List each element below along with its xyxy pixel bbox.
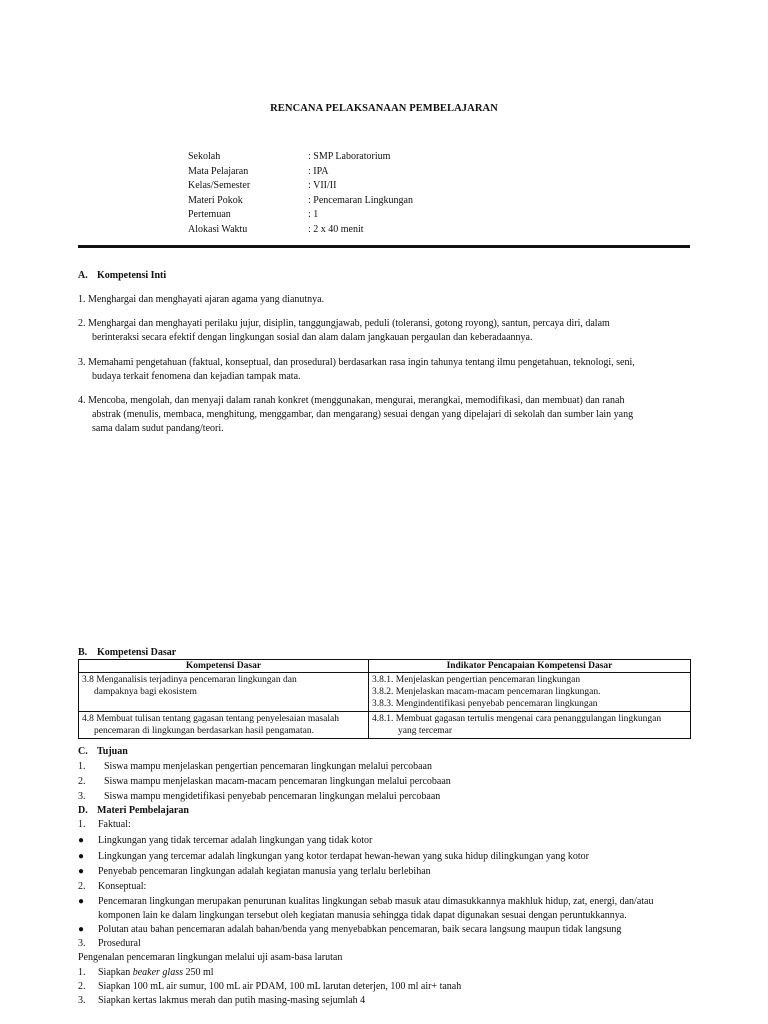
bullet-icon: ● xyxy=(78,851,85,862)
identity-value: : VII/II xyxy=(308,180,337,192)
item-text: Polutan atau bahan pencemaran adalah bahan/benda yang menyebabkan pencemaran, baik secara langsung maupun tidak langsung xyxy=(98,924,622,935)
cell-line: pencemaran di lingkungan berdasarkan hasil pengamatan. xyxy=(94,726,314,736)
table-header-row xyxy=(79,660,691,673)
section-a-heading xyxy=(78,269,166,283)
section-letter: C. xyxy=(78,746,88,757)
item-number: 2. xyxy=(78,776,86,787)
ki-text: 4. Mencoba, mengolah, dan menyaji dalam ranah konkret (menggunakan, mengurai, merangkai, memodifikasi, dan membuat) dan ranah xyxy=(78,395,625,406)
materi-subheading xyxy=(78,818,690,832)
identity-value: : Pencemaran Lingkungan xyxy=(308,194,413,206)
table-row xyxy=(79,673,691,712)
ki-item-3 xyxy=(78,356,690,384)
item-text: Faktual: xyxy=(98,819,131,830)
identity-row xyxy=(188,223,448,238)
item-text: Siswa mampu mengidetifikasi penyebab pencemaran lingkungan melalui percobaan xyxy=(104,791,441,802)
identity-row xyxy=(188,150,448,165)
identity-row xyxy=(188,179,448,194)
ki-item-1 xyxy=(78,293,690,307)
ki-item-4 xyxy=(78,394,690,436)
item-number: 3. xyxy=(78,791,86,802)
bullet-icon: ● xyxy=(78,896,85,907)
section-letter: B. xyxy=(78,647,88,658)
identity-value: : SMP Laboratorium xyxy=(308,151,391,162)
kd-table xyxy=(78,659,691,739)
cell-line: dampaknya bagi ekosistem xyxy=(94,687,197,697)
item-number: 1. xyxy=(78,967,86,978)
ki-text-cont: berinteraksi secara efektif dengan lingkungan sosial dan alam dalam jangkauan pergaulan dan keberadaannya. xyxy=(92,332,533,343)
bullet-icon: ● xyxy=(78,866,85,877)
materi-subheading xyxy=(78,880,690,894)
ki-text-cont: sama dalam sudut pandang/teori. xyxy=(92,423,224,434)
cell-line: 3.8.3. Mengindentifikasi penyebab pencemaran lingkungan xyxy=(372,699,598,709)
tujuan-item xyxy=(78,790,690,804)
table-cell xyxy=(369,673,691,712)
bullet-icon: ● xyxy=(78,924,85,935)
bullet-item xyxy=(78,895,690,923)
item-number: 3. xyxy=(78,995,86,1006)
item-text: Lingkungan yang tercemar adalah lingkungan yang kotor terdapat hewan-hewan yang suka hidup dilingkungan yang kotor xyxy=(98,851,589,862)
item-text: Siapkan kertas lakmus merah dan putih masing-masing sejumlah 4 xyxy=(98,995,366,1006)
item-text: Prosedural xyxy=(98,938,141,949)
bullet-item xyxy=(78,850,690,864)
cell-line: 3.8.1. Menjelaskan pengertian pencemaran lingkungan xyxy=(372,675,581,685)
ki-text: 3. Memahami pengetahuan (faktual, konseptual, dan prosedural) berdasarkan rasa ingin tahunya tentang ilmu pengetahuan, teknologi, seni, xyxy=(78,357,635,368)
item-text: Penyebab pencemaran lingkungan adalah kegiatan manusia yang terlalu berlebihan xyxy=(98,866,431,877)
section-b-heading xyxy=(78,646,176,660)
identity-row xyxy=(188,208,448,223)
cell-line: 4.8.1. Membuat gagasan tertulis mengenai cara penanggulangan lingkungan xyxy=(372,714,662,724)
item-text-italic: beaker glass xyxy=(132,967,183,978)
cell-line: 3.8 Menganalisis terjadinya pencemaran lingkungan dan xyxy=(82,675,297,685)
item-number: 1. xyxy=(78,761,86,772)
item-number: 2. xyxy=(78,881,86,892)
identity-label: Sekolah xyxy=(188,151,221,162)
section-title: Kompetensi Dasar xyxy=(97,647,177,658)
identity-value: : IPA xyxy=(308,165,329,177)
bullet-item xyxy=(78,923,690,937)
table-cell xyxy=(369,712,691,739)
horizontal-rule xyxy=(78,245,690,248)
identity-label: Pertemuan xyxy=(188,209,231,221)
ki-text-cont: budaya terkait fenomena dan kejadian tampak mata. xyxy=(92,371,301,382)
section-letter: D. xyxy=(78,805,88,816)
identity-block xyxy=(188,150,448,238)
item-text: Siapkan 100 mL air sumur, 100 mL air PDAM, 100 mL larutan deterjen, 100 ml air+ tanah xyxy=(98,981,462,992)
item-text: Konseptual: xyxy=(98,881,147,892)
identity-label: Materi Pokok xyxy=(188,194,243,206)
identity-label: Alokasi Waktu xyxy=(188,223,248,235)
cell-line: 3.8.2. Menjelaskan macam-macam pencemaran lingkungan. xyxy=(372,687,601,697)
ki-text: 2. Menghargai dan menghayati perilaku jujur, disiplin, tanggungjawab, peduli (toleransi, gotong royong), santun, percaya diri, dalam xyxy=(78,318,610,329)
item-text: Siswa mampu menjelaskan pengertian pencemaran lingkungan melalui percobaan xyxy=(104,761,432,772)
item-text: 250 ml xyxy=(183,967,214,978)
section-d-heading xyxy=(78,804,189,818)
ki-text-cont: abstrak (menulis, membaca, menghitung, menggambar, dan mengarang) sesuai dengan yang dipelajari di sekolah dan sumber lain yang xyxy=(92,409,634,420)
item-text: Pencemaran lingkungan merupakan penurunan kualitas lingkungan sebab masuk atau dimasukkannya makhluk hidup, zat, energi, dan/atau xyxy=(98,896,654,907)
table-cell xyxy=(79,712,369,739)
identity-label: Kelas/Semester xyxy=(188,180,251,192)
table-row xyxy=(79,712,691,739)
ki-text: 1. Menghargai dan menghayati ajaran agama yang dianutnya. xyxy=(78,294,325,305)
identity-row xyxy=(188,165,448,180)
item-number: 1. xyxy=(78,819,86,830)
identity-value: : 2 x 40 menit xyxy=(308,223,364,235)
item-number: 3. xyxy=(78,938,86,949)
prosedural-intro: Pengenalan pencemaran lingkungan melalui uji asam-basa larutan xyxy=(78,952,343,963)
section-letter: A. xyxy=(78,270,88,281)
item-text-cont: komponen lain ke dalam lingkungan tersebut oleh kegiatan manusia sehingga tidak dapat digunakan sesuai dengan peruntukkannya. xyxy=(98,910,627,921)
procedure-step xyxy=(78,980,690,994)
identity-label: Mata Pelajaran xyxy=(188,165,249,177)
table-header: Kompetensi Dasar xyxy=(79,660,369,673)
item-text: Siapkan xyxy=(98,967,133,978)
item-number: 2. xyxy=(78,981,86,992)
bullet-item xyxy=(78,834,690,848)
document-title: RENCANA PELAKSANAAN PEMBELAJARAN xyxy=(270,103,498,114)
procedure-step xyxy=(78,966,690,980)
cell-line: 4.8 Membuat tulisan tentang gagasan tentang penyelesaian masalah xyxy=(82,714,339,724)
item-text: Siswa mampu menjelaskan macam-macam pencemaran lingkungan melalui percobaan xyxy=(104,776,451,787)
identity-row xyxy=(188,194,448,209)
section-title: Kompetensi Inti xyxy=(97,270,167,281)
identity-value: : 1 xyxy=(308,209,319,221)
section-title: Tujuan xyxy=(97,746,128,757)
table-header: Indikator Pencapaian Kompetensi Dasar xyxy=(369,660,691,673)
section-c-heading xyxy=(78,745,128,759)
section-title: Materi Pembelajaran xyxy=(97,805,189,816)
tujuan-item xyxy=(78,775,690,789)
materi-subheading xyxy=(78,937,690,951)
table-cell xyxy=(79,673,369,712)
item-text: Lingkungan yang tidak tercemar adalah lingkungan yang tidak kotor xyxy=(98,835,373,846)
tujuan-item xyxy=(78,760,690,774)
procedure-step xyxy=(78,994,690,1008)
bullet-icon: ● xyxy=(78,835,85,846)
cell-line: yang tercemar xyxy=(398,726,453,736)
bullet-item xyxy=(78,865,690,879)
ki-item-2 xyxy=(78,317,690,345)
